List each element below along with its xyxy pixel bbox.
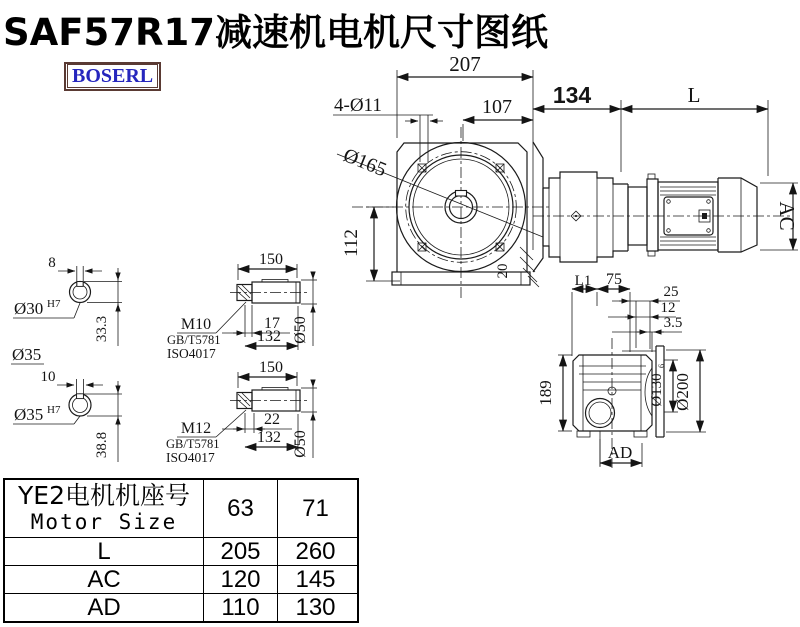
brand-logo-text: BOSERL bbox=[67, 64, 158, 88]
label-d35: Ø35 bbox=[12, 345, 42, 364]
dim-key-8: 8 bbox=[48, 255, 56, 271]
page-title: SAF57R17减速机电机尺寸图纸 bbox=[3, 11, 549, 54]
row-value: 205 bbox=[203, 538, 277, 565]
label-bore-30: Ø30 bbox=[14, 299, 44, 318]
dim-189: 189 bbox=[536, 380, 555, 406]
table-header-cn: YE2电机机座号 bbox=[18, 481, 190, 510]
side-view-assembly bbox=[533, 172, 790, 262]
dim-AC: AC bbox=[775, 201, 799, 231]
motor-fan-cover bbox=[718, 178, 757, 252]
dim-150-top: 150 bbox=[259, 251, 283, 268]
row-value: 120 bbox=[203, 566, 277, 593]
table-header-col1: 63 bbox=[203, 480, 277, 537]
label-iso-top: ISO4017 bbox=[167, 346, 216, 361]
side-view-dimensions bbox=[533, 82, 799, 250]
table-header-col2: 71 bbox=[277, 480, 353, 537]
dim-bolt-holes: 4-Ø11 bbox=[334, 95, 382, 116]
dim-20: 20 bbox=[495, 263, 511, 279]
dim-107: 107 bbox=[482, 96, 512, 118]
dim-L: L bbox=[687, 83, 701, 107]
label-bore-35: Ø35 bbox=[14, 405, 44, 424]
row-value: 260 bbox=[277, 538, 353, 565]
dim-d50-bottom: Ø50 bbox=[292, 430, 309, 458]
dim-22: 22 bbox=[264, 411, 280, 428]
dim-17: 17 bbox=[264, 315, 280, 332]
dim-3-5: 3.5 bbox=[663, 315, 683, 331]
label-m10: M10 bbox=[180, 316, 212, 333]
label-gb-top: GB/T5781 bbox=[167, 333, 221, 347]
row-label: AC bbox=[87, 565, 121, 593]
shaft-drawing-bottom bbox=[166, 359, 317, 465]
label-bore-30-tol: H7 bbox=[47, 298, 61, 310]
table-row bbox=[5, 593, 357, 621]
bore-section-bottom bbox=[13, 369, 122, 462]
label-gb-bottom: GB/T5781 bbox=[166, 437, 220, 451]
table-header-en: Motor Size bbox=[30, 510, 178, 534]
label-bore-35-tol: H7 bbox=[47, 404, 61, 416]
dim-33-3: 33.3 bbox=[94, 315, 110, 343]
shaft-drawing-top bbox=[167, 251, 317, 361]
row-value: 110 bbox=[203, 594, 277, 621]
dim-d50-top: Ø50 bbox=[292, 316, 309, 344]
row-value: 145 bbox=[277, 566, 353, 593]
bore-section-top bbox=[13, 255, 122, 346]
table-header-label bbox=[5, 480, 203, 537]
dim-flange-dia: Ø165 bbox=[340, 144, 390, 182]
label-m12: M12 bbox=[180, 420, 212, 437]
dim-112: 112 bbox=[341, 229, 362, 257]
dim-L1: L1 bbox=[574, 273, 592, 289]
row-value: 130 bbox=[277, 594, 353, 621]
dim-150-bottom: 150 bbox=[259, 359, 283, 376]
dim-75: 75 bbox=[606, 271, 622, 288]
row-label: L bbox=[97, 537, 111, 565]
motor-size-table bbox=[3, 478, 359, 623]
dim-d130: Ø130 bbox=[649, 373, 665, 407]
dim-207: 207 bbox=[449, 52, 481, 76]
dim-d200: Ø200 bbox=[673, 373, 692, 411]
dim-132-bottom: 132 bbox=[257, 429, 281, 446]
front-view bbox=[352, 127, 550, 299]
dim-AD: AD bbox=[607, 443, 633, 462]
row-label: AD bbox=[87, 593, 121, 621]
table-row bbox=[5, 565, 357, 593]
dim-25: 25 bbox=[663, 284, 679, 300]
bottom-view bbox=[536, 271, 706, 468]
table-row bbox=[5, 537, 357, 565]
dim-132-top: 132 bbox=[257, 328, 281, 345]
table-header-row bbox=[5, 480, 357, 537]
dim-38-8: 38.8 bbox=[94, 431, 110, 459]
dim-134: 134 bbox=[552, 82, 592, 108]
dim-key-10: 10 bbox=[40, 369, 56, 385]
dim-12: 12 bbox=[660, 300, 676, 316]
dim-d130-tol: 6 bbox=[657, 364, 666, 368]
label-iso-bottom: ISO4017 bbox=[166, 450, 215, 465]
